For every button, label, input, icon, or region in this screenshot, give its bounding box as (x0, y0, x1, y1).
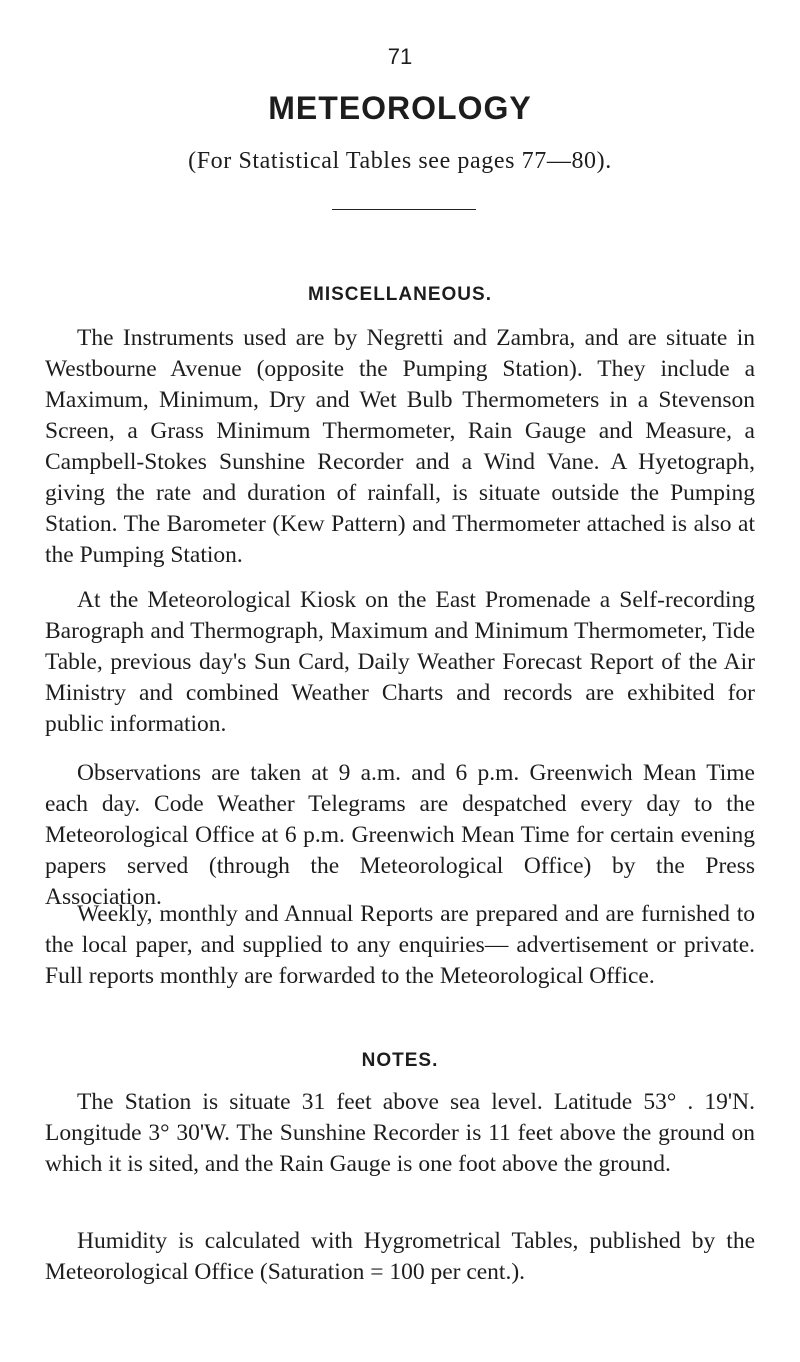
page-number: 71 (387, 44, 413, 69)
section-heading-miscellaneous: MISCELLANEOUS. (308, 284, 492, 305)
paragraph-humidity: Humidity is calculated with Hygrometrical Tables, published by the Meteorological Office (Saturation = 100 per cent.). (45, 1228, 755, 1285)
paragraph-observations: Observations are taken at 9 a.m. and 6 p.m. Greenwich Mean Time each day. Code Weather Telegrams are despatched every day to the Meteorological Office at 6 p.m. Greenwich Mean Time for certain evening papers served (through the Meteorological Office) by the Press Association. (45, 760, 755, 910)
section-heading-notes: NOTES. (361, 1050, 439, 1071)
divider-rule (332, 209, 476, 210)
page-title: METEOROLOGY (268, 90, 532, 126)
paragraph-kiosk: At the Meteorological Kiosk on the East Promenade a Self-recording Barograph and Thermograph, Maximum and Minimum Thermometer, Tide Table, previous day's Sun Card, Daily Weather Forecast Report of the Air Ministry and combined Weather Charts and records are exhibited for public information. (45, 587, 755, 737)
paragraph-station: The Station is situate 31 feet above sea level. Latitude 53° . 19'N. Longitude 3° 30'W. The Sunshine Recorder is 11 feet above the ground on which it is sited, and the Rain Gauge is one foot above the ground. (45, 1089, 755, 1177)
paragraph-instruments: The Instruments used are by Negretti and Zambra, and are situate in Westbourne Avenue (opposite the Pumping Station). They include a Maximum, Minimum, Dry and Wet Bulb Thermometers in a Stevenson Screen, a Grass Minimum Thermometer, Rain Gauge and Measure, a Campbell-Stokes Sunshine Recorder and a Wind Vane. A Hyetograph, giving the rate and duration of rainfall, is situate outside the Pumping Station. The Barometer (Kew Pattern) and Thermometer attached is also at the Pumping Station. (45, 325, 755, 568)
paragraph-reports: Weekly, monthly and Annual Reports are prepared and are furnished to the local paper, and supplied to any enquiries— advertisement or private. Full reports monthly are forwarded to the Meteorological Office. (45, 901, 755, 989)
page-subtitle: (For Statistical Tables see pages 77—80). (188, 148, 612, 174)
